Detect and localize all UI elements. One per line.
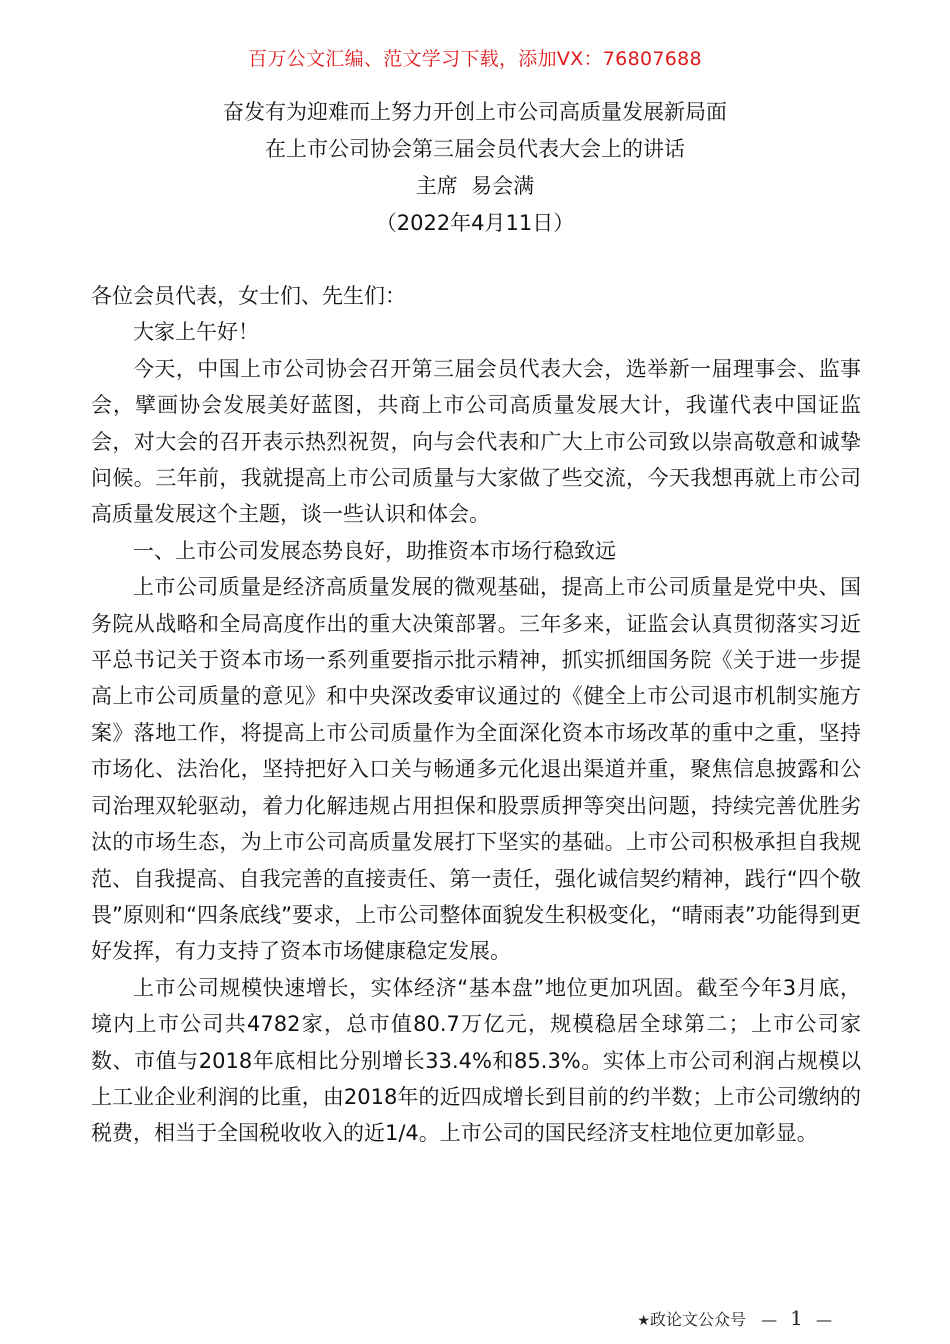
footer-dash-right: — (816, 1310, 832, 1329)
page-number: 1 (790, 1306, 803, 1330)
section-heading-1: 一、上市公司发展态势良好，助推资本市场行稳致远 (133, 538, 616, 563)
star-icon: ★ (637, 1313, 650, 1329)
page-footer (637, 1306, 832, 1330)
greeting: 大家上午好！ (133, 320, 259, 345)
promo-banner: 百万公文汇编、范文学习下载，添加VX：76807688 (248, 48, 702, 70)
speech-subtitle: 在上市公司协会第三届会员代表大会上的讲话 (265, 137, 685, 161)
footer-source: 政论文公众号 (649, 1310, 746, 1329)
paragraph-opening: 今天，中国上市公司协会召开第三届会员代表大会，选举新一届理事会、监事会，擘画协会发展美好蓝图，共商上市公司高质量发展大计，我谨代表中国证监会，对大会的召开表示热烈祝贺，向与会代表和广大上市公司致以崇高敬意和诚挚问候。三年前，我就提高上市公司质量与大家做了些交流，今天我想再就上市公司高质量发展这个主题，谈一些认识和体会。 (91, 356, 861, 527)
speech-title: 奋发有为迎难而上努力开创上市公司高质量发展新局面 (223, 100, 727, 124)
speech-heading (0, 94, 950, 242)
speech-date: （2022年4月11日） (375, 211, 575, 235)
speech-body (91, 278, 861, 1152)
paragraph-scale: 上市公司规模快速增长，实体经济“基本盘”地位更加巩固。截至今年3月底，境内上市公司共4782家，总市值80.7万亿元，规模稳居全球第二；上市公司家数、市值与2018年底相比分别增长33.4%和85.3%。实体上市公司利润占规模以上工业企业利润的比重，由2018年的近四成增长到目前的约半数；上市公司缴纳的税费，相当于全国税收收入的近1/4。上市公司的国民经济支柱地位更加彰显。 (91, 975, 861, 1146)
salutation: 各位会员代表，女士们、先生们： (91, 284, 406, 308)
paragraph-quality: 上市公司质量是经济高质量发展的微观基础，提高上市公司质量是党中央、国务院从战略和全局高度作出的重大决策部署。三年多来，证监会认真贯彻落实习近平总书记关于资本市场一系列重要指示批示精神，抓实抓细国务院《关于进一步提高上市公司质量的意见》和中央深改委审议通过的《健全上市公司退市机制实施方案》落地工作，将提高上市公司质量作为全面深化资本市场改革的重中之重，坚持市场化、法治化，坚持把好入口关与畅通多元化退出渠道并重，聚焦信息披露和公司治理双轮驱动，着力化解违规占用担保和股票质押等突出问题，持续完善优胜劣汰的市场生态，为上市公司高质量发展打下坚实的基础。上市公司积极承担自我规范、自我提高、自我完善的直接责任、第一责任，强化诚信契约精神，践行“四个敬畏”原则和“四条底线”要求，上市公司整体面貌发生积极变化，“晴雨表”功能得到更好发挥，有力支持了资本市场健康稳定发展。 (91, 575, 861, 964)
speaker-line: 主席 易会满 (415, 174, 535, 198)
footer-dash-left: — (761, 1310, 778, 1329)
